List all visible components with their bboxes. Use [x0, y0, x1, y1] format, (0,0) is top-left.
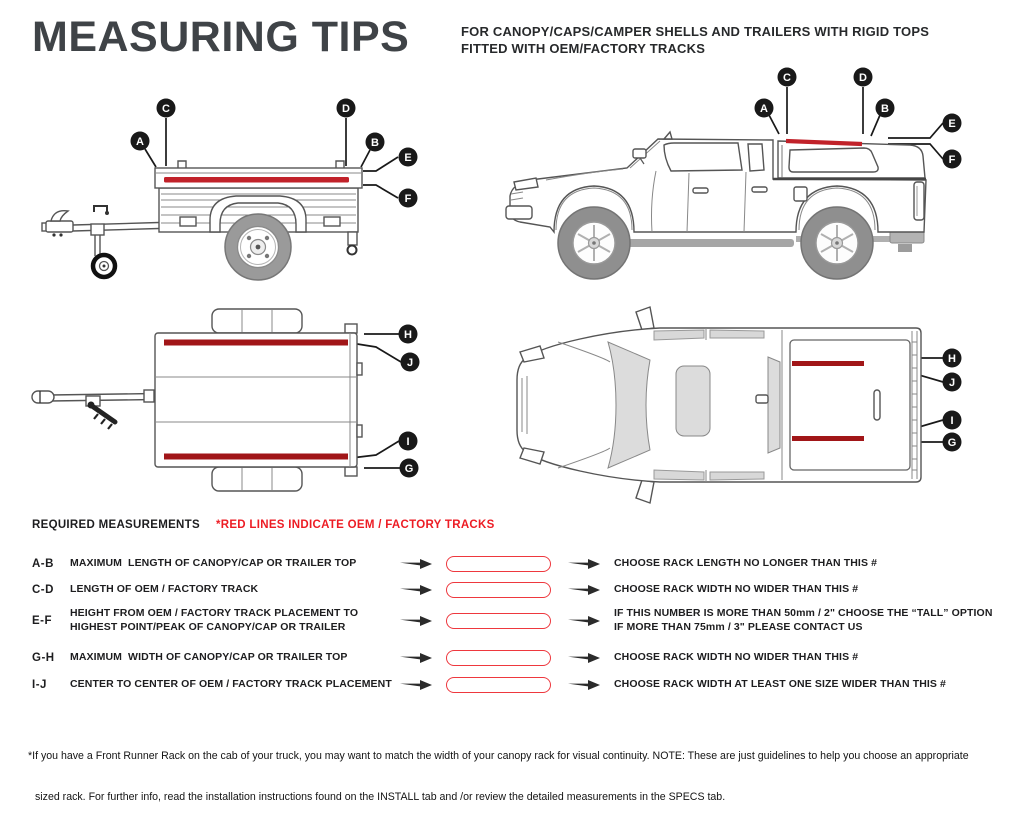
arrow-right-icon: [400, 616, 446, 626]
svg-text:I: I: [950, 415, 954, 427]
bottom-fender: [212, 467, 302, 491]
measurement-range-label: C-D: [32, 584, 54, 596]
callout-g-badge: [400, 459, 419, 478]
arrow-right-icon: [568, 680, 614, 690]
page-subtitle: [461, 23, 929, 57]
truck-side-view-diagram: [490, 60, 1010, 290]
arrow-right-icon: [568, 616, 614, 626]
svg-text:B: B: [881, 103, 889, 115]
rear-window: [768, 357, 780, 453]
front-wheel: [558, 207, 630, 279]
callout-b-badge: [366, 133, 385, 152]
hitch-coupler: [32, 391, 54, 403]
side-mirror: [636, 480, 654, 503]
callout-d-badge: [337, 99, 356, 118]
svg-text:A: A: [136, 136, 144, 148]
page-title: MEASURING TIPS: [32, 13, 410, 61]
rack-selection-guideline: CHOOSE RACK LENGTH NO LONGER THAN THIS #: [614, 557, 878, 570]
rear-quarter-window: [748, 144, 764, 171]
handbrake-lever: [86, 396, 115, 429]
trailer-box: [155, 333, 357, 467]
measurement-range-label: A-B: [32, 558, 54, 570]
measurement-row-gh: [32, 650, 858, 666]
measurement-row-cd: [32, 582, 858, 598]
svg-text:C: C: [162, 103, 170, 115]
svg-text:D: D: [342, 103, 350, 115]
svg-text:J: J: [948, 377, 956, 389]
arrow-right-icon: [568, 559, 614, 569]
callout-e-badge: [943, 114, 962, 133]
svg-text:E: E: [404, 152, 412, 164]
rear-wheel: [801, 207, 873, 279]
rack-selection-guideline: CHOOSE RACK WIDTH NO WIDER THAN THIS #: [614, 651, 859, 664]
subtitle-line-2: FITTED WITH OEM/FACTORY TRACKS: [461, 41, 706, 56]
arrow-right-icon: [400, 653, 446, 663]
callout-h-badge: [943, 349, 962, 368]
svg-text:F: F: [948, 154, 956, 166]
roof-antenna: [664, 132, 672, 139]
callout-a-badge: [755, 99, 774, 118]
oem-track-red-line: [164, 454, 348, 460]
trailer-side-view-diagram: [30, 90, 435, 305]
callout-h-badge: [399, 325, 418, 344]
rack-selection-guideline: CHOOSE RACK WIDTH NO WIDER THAN THIS #: [614, 583, 859, 596]
oem-track-red-line: [792, 436, 864, 441]
measurement-description: HEIGHT FROM OEM / FACTORY TRACK PLACEMENT TO HIGHEST POINT/PEAK OF CANOPY/CAP OR TRAILER: [70, 607, 359, 633]
trailer-wheel: [225, 214, 291, 280]
measurement-row-ef: [32, 607, 993, 634]
door-handle: [752, 187, 767, 192]
required-measurements-header: [32, 519, 495, 531]
rack-selection-guideline: IF THIS NUMBER IS MORE THAN 50mm / 2" CHOOSE THE “TALL” OPTION IF MORE THAN 75mm / 3" PLEASE CONTACT US: [614, 607, 993, 633]
side-mirror: [633, 149, 646, 158]
running-board: [616, 239, 794, 247]
callout-d-badge: [854, 68, 873, 87]
footnote-line-1: *If you have a Front Runner Rack on the cab of your truck, you may want to match the width of your canopy rack for visual continuity. NOTE: These are just guidelines to help you choose an appropriate: [28, 750, 969, 762]
measurement-range-label: I-J: [32, 679, 47, 691]
callout-i-badge: [943, 411, 962, 430]
svg-text:G: G: [404, 463, 414, 475]
tail-light: [914, 182, 924, 220]
measurement-description: CENTER TO CENTER OF OEM / FACTORY TRACK PLACEMENT: [70, 678, 392, 691]
measurement-row-ij: [32, 677, 946, 693]
oem-track-red-line: [164, 177, 349, 183]
side-latch: [180, 217, 196, 226]
oem-track-red-line: [164, 340, 348, 346]
canopy-top: [790, 340, 910, 470]
red-lines-note: *RED LINES INDICATE OEM / FACTORY TRACKS: [215, 519, 495, 531]
trailer-top-view-diagram: [30, 308, 440, 508]
callout-i-badge: [399, 432, 418, 451]
top-fender: [212, 309, 302, 333]
arrow-right-icon: [568, 585, 614, 595]
measurement-range-label: G-H: [32, 652, 55, 664]
svg-text:D: D: [859, 72, 867, 84]
callout-a-badge: [131, 132, 150, 151]
rack-selection-guideline: CHOOSE RACK WIDTH AT LEAST ONE SIZE WIDER THAN THIS #: [614, 678, 946, 691]
measurement-description: MAXIMUM WIDTH OF CANOPY/CAP OR TRAILER TOP: [70, 651, 348, 664]
svg-text:H: H: [948, 353, 956, 365]
measurement-write-in-box: [446, 650, 551, 666]
callout-j-badge: [401, 353, 420, 372]
callout-f-badge: [943, 150, 962, 169]
callout-j-badge: [943, 373, 962, 392]
callout-b-badge: [876, 99, 895, 118]
arrow-right-icon: [568, 653, 614, 663]
footnote: [28, 723, 969, 831]
side-latch: [324, 217, 340, 226]
measurement-description: LENGTH OF OEM / FACTORY TRACK: [70, 583, 259, 596]
measurement-write-in-box: [446, 556, 551, 572]
measurement-range-label: E-F: [32, 614, 53, 627]
coupler-handle: [51, 211, 68, 221]
canopy-window: [789, 148, 878, 172]
measurement-description: MAXIMUM LENGTH OF CANOPY/CAP OR TRAILER TOP: [70, 557, 357, 570]
measurement-write-in-box: [446, 582, 551, 598]
svg-text:F: F: [404, 193, 412, 205]
door-handle: [693, 188, 708, 193]
sunroof: [676, 366, 710, 436]
svg-text:B: B: [371, 137, 379, 149]
measurement-write-in-box: [446, 613, 551, 629]
svg-text:J: J: [406, 357, 414, 369]
arrow-right-icon: [400, 680, 446, 690]
subtitle-line-1: FOR CANOPY/CAPS/CAMPER SHELLS AND TRAILERS WITH RIGID TOPS: [461, 24, 930, 39]
svg-text:A: A: [760, 103, 768, 115]
measurement-write-in-box: [446, 677, 551, 693]
callout-c-badge: [778, 68, 797, 87]
truck-top-view-diagram: [500, 300, 990, 510]
svg-text:E: E: [948, 118, 956, 130]
svg-text:H: H: [404, 329, 412, 341]
callout-c-badge: [157, 99, 176, 118]
oem-track-red-line: [786, 141, 862, 144]
arrow-right-icon: [400, 559, 446, 569]
svg-text:G: G: [947, 437, 957, 449]
callout-e-badge: [399, 148, 418, 167]
required-measurements-label: REQUIRED MEASUREMENTS: [32, 519, 200, 531]
footnote-line-2: sized rack. For further info, read the installation instructions found on the INSTALL tab and /or review the detailed measurements in the SPECS tab.: [35, 790, 726, 803]
bed-handle: [756, 395, 768, 403]
svg-text:I: I: [406, 436, 410, 448]
callout-g-badge: [943, 433, 962, 452]
side-mirror: [636, 307, 654, 330]
arrow-right-icon: [400, 585, 446, 595]
front-door-window: [664, 143, 742, 171]
svg-text:C: C: [783, 72, 791, 84]
measurement-row-ab: [32, 556, 877, 572]
callout-f-badge: [399, 189, 418, 208]
oem-track-red-line: [792, 361, 864, 366]
fuel-door: [794, 187, 807, 201]
